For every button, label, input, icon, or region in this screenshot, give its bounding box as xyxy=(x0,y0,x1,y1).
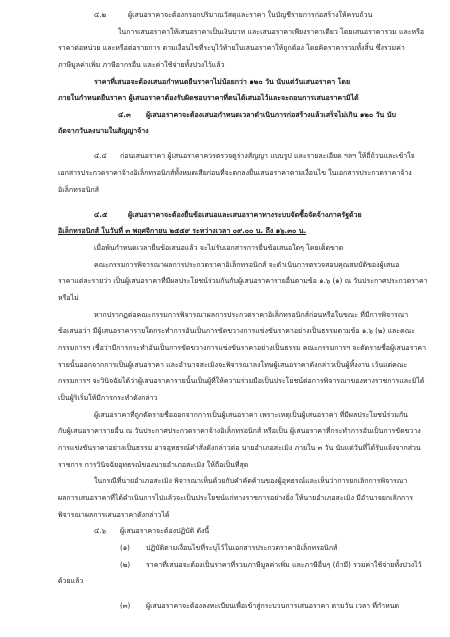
item-number: (๒) xyxy=(120,561,131,569)
body-line: เป็นผู้ริเริ่มให้มีการกระทำดังกล่าว xyxy=(58,394,158,402)
body-line: อิเล็กทรอนิกส์ xyxy=(58,186,99,194)
body-line: ราชการ การวินิจฉัยอุทธรณ์ของนายอำเภอสะเมิง ให้ถือเป็นที่สุด xyxy=(58,461,249,469)
section-number: ๔.๒ xyxy=(94,11,107,19)
body-line: กับผู้เสนอราคารายอื่น ณ วันประกาศประกวดราคาจ้างอิเล็กทรอนิกส์ หรือเป็น ผู้เสนอราคาที่กระทำการอันเป็นการขัดขวาง xyxy=(58,427,421,435)
body-line: เมื่อพ้นกำหนดเวลายื่นข้อเสนอแล้ว จะไม่รับเอกสารการยื่นข้อเสนอใดๆ โดยเด็ดขาด xyxy=(94,244,344,252)
bold-line: ภายในกำหนดยืนราคา ผู้เสนอราคาต้องรับผิดชอบราคาที่ตนได้เสนอไว้และจะถอนการเสนอราคามิได้ xyxy=(58,94,359,102)
body-text: ก่อนเสนอราคา ผู้เสนอราคาควรตรวจดูร่างสัญญา แบบรูป และรายละเอียด ฯลฯ ให้ถี่ถ้วนและเข้าใจ xyxy=(120,152,415,160)
body-text: ปฏิบัติตามเงื่อนไขที่ระบุไว้ในเอกสารประกวดราคาอิเล็กทรอนิกส์ xyxy=(146,544,338,552)
body-line: การแข่งขันราคาอย่างเป็นธรรม อาจอุทธรณ์คำสั่งดังกล่าวต่อ นายอำเภอสะเมิง ภายใน ๓ วัน นับแต่วันที่ได้รับแจ้งจากส่วน xyxy=(58,444,421,452)
body-line: หรือไม่ xyxy=(58,294,79,302)
body-text: ผู้เสนอราคาจะต้องกรอกปริมาณวัสดุและราคา ในบัญชีรายการก่อสร้างให้ครบถ้วน xyxy=(128,11,373,19)
body-text: ผู้เสนอราคาจะต้องเสนอกำหนดเวลาดำเนินการก่อสร้างแล้วเสร็จไม่เกิน ๑๒๐ วัน นับ xyxy=(146,111,396,119)
body-line: ผลการเสนอราคาที่ได้ดำเนินการไปแล้วจะเป็นประโยชน์แก่ทางราชการอย่างยิ่ง ให้นายอำเภอสะเมิง มีอำนาจยกเลิกการ xyxy=(58,494,413,502)
body-line: เอกสารประกวดราคาจ้างอิเล็กทรอนิกส์ทั้งหมดเสียก่อนที่จะตกลงยื่นเสนอราคาตามเงื่อนไข ในเอกสารประกวดราคาจ้าง xyxy=(58,169,412,177)
bold-line: ราคาที่เสนอจะต้องเสนอกำหนดยืนราคาไม่น้อยกว่า ๑๒๐ วัน นับแต่วันเสนอราคา โดย xyxy=(94,78,351,86)
section-number: ๔.๓ xyxy=(118,111,131,119)
body-line: ข้อเสนอว่า มีผู้เสนอราคารายใดกระทำการอันเป็นการขัดขวางการแข่งขันราคาอย่างเป็นธรรมตามข้อ ๑.๖ (๒) และคณะ xyxy=(58,327,415,335)
section-number: ๔.๔ xyxy=(94,152,107,160)
body-text: ผู้เสนอราคาจะต้องปฏิบัติ ดังนี้ xyxy=(120,527,210,535)
body-line: คณะกรรมการพิจารณาผลการประกวดราคาอิเล็กทรอนิกส์ จะดำเนินการตรวจสอบคุณสมบัติของผู้เสนอ xyxy=(94,261,400,269)
body-line: กรรมการฯ เชื่อว่ามีการกระทำอันเป็นการขัดขวางการแข่งขันราคาอย่างเป็นธรรม คณะกรรมการฯ จะตัดรายชื่อผู้เสนอราคา xyxy=(58,344,427,352)
body-line: ผู้เสนอราคาที่ถูกตัดรายชื่อออกจากการเป็นผู้เสนอราคา เพราะเหตุเป็นผู้เสนอราคา ที่มีผลประโยชน์ร่วมกัน xyxy=(94,411,408,419)
body-line: หากปรากฏต่อคณะกรรมการพิจารณาผลการประกวดราคาอิเล็กทรอนิกส์ก่อนหรือในขณะ ที่มีการพิจารณา xyxy=(94,311,409,319)
body-line: ภาษีมูลค่าเพิ่ม ภาษีอากรอื่น และค่าใช้จ่ายทั้งปวงไว้แล้ว xyxy=(58,61,225,69)
body-line: ราคาต่อหน่วย และหรือต่อรายการ ตามเงื่อนไขที่ระบุไว้ท้ายใบเสนอราคาให้ถูกต้อง โดยคิดราคารวมทั้งสิ้น ซึ่งรวมค่า xyxy=(58,44,405,52)
body-text: ราคาที่เสนอจะต้องเป็นราคาที่รวมภาษีมูลค่าเพิ่ม และภาษีอื่นๆ (ถ้ามี) รวมค่าใช้จ่ายทั้งปวงไว้ xyxy=(146,561,422,569)
bold-line: อิเล็กทรอนิกส์ ในวันที่ ๓ พฤศจิกายน ๒๕๕๙ ระหว่างเวลา ๐๙.๐๐ น. ถึง ๑๖.๓๐ น. xyxy=(58,227,307,235)
bold-line: ถัดจากวันลงนามในสัญญาจ้าง xyxy=(58,127,149,135)
body-line: ด้วยแล้ว xyxy=(58,577,84,585)
item-number: (๓) xyxy=(120,602,131,610)
item-number: (๑) xyxy=(120,544,130,552)
body-line: กรรมการฯ จะวินิจฉัยได้ว่าผู้เสนอราคารายนั้นเป็นผู้ที่ให้ความร่วมมือเป็นประโยชน์ต่อการพิจารณาของทางราชการและมิได้ xyxy=(58,377,425,385)
body-line: รายนั้นออกจากการเป็นผู้เสนอราคา และอำนาจสะเมิงจะพิจารณาลงโทษผู้เสนอราคาดังกล่าวเป็นผู้ทิ้งงาน เว้นแต่คณะ xyxy=(58,361,408,369)
section-number: ๔.๖ xyxy=(94,527,106,535)
body-text: ผู้เสนอราคาจะต้องยื่นข้อเสนอและเสนอราคาทางระบบจัดซื้อจัดจ้างภาครัฐด้วย xyxy=(128,211,362,219)
body-line: ในกรณีที่นายอำเภอสะเมิง พิจารณาเห็นด้วยกับคำคัดค้านของผู้อุทธรณ์และเห็นว่าการยกเลิกการพิจารณา xyxy=(94,477,408,485)
body-line: ราคาแต่ละรายว่า เป็นผู้เสนอราคาที่มีผลประโยชน์ร่วมกันกับผู้เสนอราคารายอื่นตามข้อ ๑.๖ (๑) ณ วันประกาศประกวดราคา xyxy=(58,277,428,285)
body-line: ในการเสนอราคาให้เสนอราคาเป็นเงินบาท และเสนอราคาเพียงราคาเดียว โดยเสนอราคารวม และหรือ xyxy=(118,28,425,36)
section-number: ๔.๕ xyxy=(94,211,108,219)
body-line: พิจารณาผลการเสนอราคาดังกล่าวได้ xyxy=(58,511,170,519)
body-text: ผู้เสนอราคาจะต้องลงทะเบียนเพื่อเข้าสู่กระบวนการเสนอราคา ตามวัน เวลา ที่กำหนด xyxy=(146,602,400,610)
